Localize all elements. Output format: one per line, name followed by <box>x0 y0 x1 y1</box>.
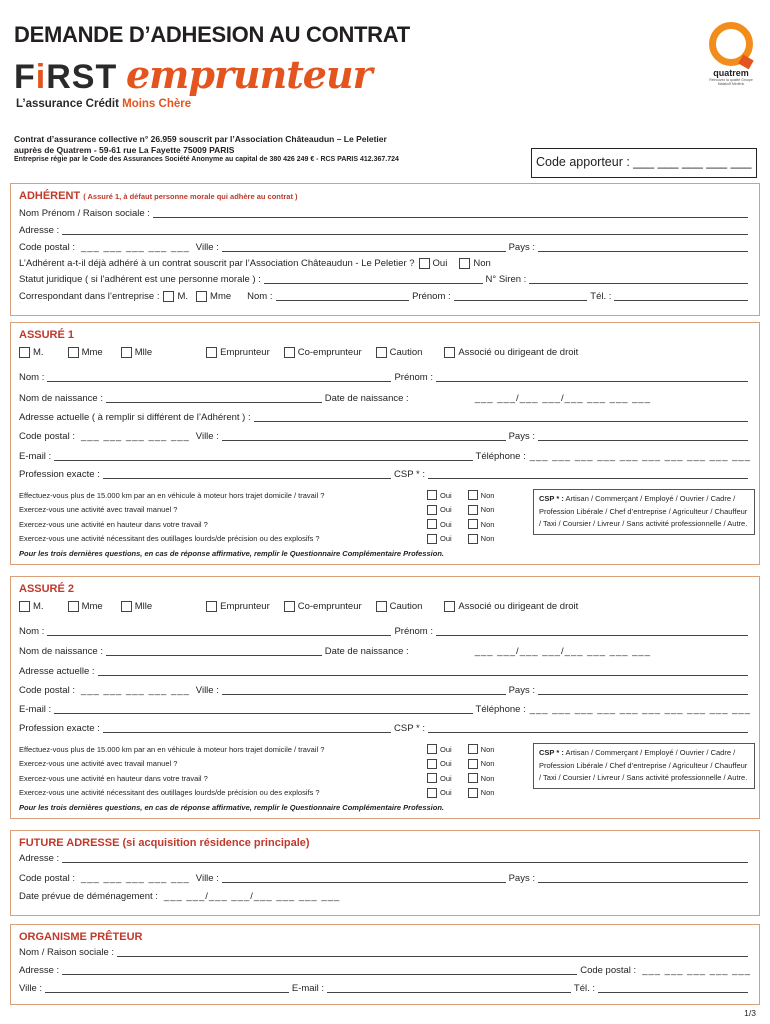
preteur-email-input[interactable] <box>327 983 571 993</box>
preteur-ville-input[interactable] <box>45 983 289 993</box>
non-checkbox[interactable] <box>468 519 478 529</box>
m-checkbox[interactable] <box>163 291 174 302</box>
mme-checkbox[interactable] <box>68 347 79 358</box>
non-checkbox[interactable] <box>468 490 478 500</box>
associe-checkbox[interactable] <box>444 601 455 612</box>
non-checkbox[interactable] <box>459 258 470 269</box>
page-number: 1/3 <box>744 1008 756 1018</box>
oui-checkbox[interactable] <box>427 519 437 529</box>
adresse-actuelle-input[interactable] <box>98 666 748 676</box>
ville-input[interactable] <box>222 242 506 252</box>
adresse-input[interactable] <box>62 225 748 235</box>
emprunteur-checkbox[interactable] <box>206 601 217 612</box>
assure1-section: ASSURÉ 1 M. Mme Mlle Emprunteur Co-emprunteur Caution Associé ou dirigeant de droit Nom : Prénom : Nom de naissance : Date de naissance : ___ ___/___ ___/___ ___ ___ ___ Adresse actuelle ( à remplir si différent de l’Adhérent ) : Code postal : ___ ___ ___ ___ ___ Ville : Pays : E-mail : Téléphone : ___ ___ ___ ___ ___ ___ ___ ___ ___ ___ Profession exacte : CSP * : Effectuez-vous plus de 15.000 km par an en véhicule à moteur hors trajet domicile / travail ? Exercez-vous une activité avec travail manuel ? Exercez-vous une activité en hauteur dans votre travail ? Exercez-vous une activité nécessitant des outillages lourds/de précision ou des explosifs ? Oui Non Oui Non Oui Non Oui Non CSP * : Artisan / Commerçant / Employé / Ouvrier / Cadre / Profession Libérale / Chef d’entreprise / Agriculteur / Chauffeur / Taxi / Coursier / Livreur / Sans activité professionnelle / Autre. Pour les trois dernières questions, en cas de réponse affirmative, remplir le Questionnaire Complémentaire Profession. <box>10 322 760 565</box>
nom-input[interactable] <box>47 372 391 382</box>
ville-input[interactable] <box>222 431 506 441</box>
future-adresse-section: FUTURE ADRESSE (si acquisition résidence principale) Adresse : Code postal : ___ ___ ___ ___ ___ Ville : Pays : Date prévue de déménagement : ___ ___/___ ___/___ ___ ___ ___ <box>10 830 760 916</box>
quatrem-logo: quatrem Retrouvez la qualité Groupe Malakoff Médéric <box>706 22 756 92</box>
corresp-prenom-input[interactable] <box>454 291 588 301</box>
mme-checkbox[interactable] <box>68 601 79 612</box>
email-input[interactable] <box>54 451 472 461</box>
non-checkbox[interactable] <box>468 505 478 515</box>
future-adresse-input[interactable] <box>62 853 748 863</box>
first-emprunteur-logo: FiRST emprunteur L’assurance Crédit Moins Chère <box>14 52 372 110</box>
co-emprunteur-checkbox[interactable] <box>284 347 295 358</box>
profession-input[interactable] <box>103 469 391 479</box>
caution-checkbox[interactable] <box>376 347 387 358</box>
oui-checkbox[interactable] <box>427 759 437 769</box>
section-title: FUTURE ADRESSE (si acquisition résidence principale) <box>19 837 310 849</box>
nom-naissance-input[interactable] <box>106 646 322 656</box>
note: Pour les trois dernières questions, en cas de réponse affirmative, remplir le Questionnaire Complémentaire Profession. <box>19 803 444 812</box>
associe-checkbox[interactable] <box>444 347 455 358</box>
document-title: DEMANDE D’ADHESION AU CONTRAT <box>14 22 410 47</box>
mlle-checkbox[interactable] <box>121 347 132 358</box>
non-checkbox[interactable] <box>468 744 478 754</box>
ville-input[interactable] <box>222 685 506 695</box>
csp-input[interactable] <box>428 723 748 733</box>
emprunteur-checkbox[interactable] <box>206 347 217 358</box>
preteur-nom-input[interactable] <box>117 947 748 957</box>
corresp-nom-input[interactable] <box>276 291 410 301</box>
organisme-preteur-section: ORGANISME PRÊTEUR Nom / Raison sociale : Adresse : Code postal : ___ ___ ___ ___ ___ Ville : E-mail : Tél. : <box>10 924 760 1005</box>
note: Pour les trois dernières questions, en cas de réponse affirmative, remplir le Questionnaire Complémentaire Profession. <box>19 549 444 558</box>
prenom-input[interactable] <box>436 626 748 636</box>
oui-checkbox[interactable] <box>427 490 437 500</box>
mme-checkbox[interactable] <box>196 291 207 302</box>
oui-checkbox[interactable] <box>427 534 437 544</box>
section-title: ASSURÉ 2 <box>19 583 75 595</box>
non-checkbox[interactable] <box>468 788 478 798</box>
nom-prenom-input[interactable] <box>153 208 748 218</box>
oui-checkbox[interactable] <box>419 258 430 269</box>
co-emprunteur-checkbox[interactable] <box>284 601 295 612</box>
nom-input[interactable] <box>47 626 391 636</box>
oui-checkbox[interactable] <box>427 505 437 515</box>
preteur-adresse-input[interactable] <box>62 965 577 975</box>
assure2-section: ASSURÉ 2 M. Mme Mlle Emprunteur Co-emprunteur Caution Associé ou dirigeant de droit Nom : Prénom : Nom de naissance : Date de naissance : ___ ___/___ ___/___ ___ ___ ___ Adresse actuelle : Code postal : ___ ___ ___ ___ ___ Ville : Pays : E-mail : Téléphone : ___ ___ ___ ___ ___ ___ ___ ___ ___ ___ Profession exacte : CSP * : Effectuez-vous plus de 15.000 km par an en véhicule à moteur hors trajet domicile / travail ? Exercez-vous une activité avec travail manuel ? Exercez-vous une activité en hauteur dans votre travail ? Exercez-vous une activité nécessitant des outillages lourds/de précision ou des explosifs ? Oui Non Oui Non Oui Non Oui Non CSP * : Artisan / Commerçant / Employé / Ouvrier / Cadre / Profession Libérale / Chef d’entreprise / Agriculteur / Chauffeur / Taxi / Coursier / Livreur / Sans activité professionnelle / Autre. Pour les trois dernières questions, en cas de réponse affirmative, remplir le Questionnaire Complémentaire Profession. <box>10 576 760 819</box>
nom-naissance-input[interactable] <box>106 393 322 403</box>
adresse-actuelle-input[interactable] <box>254 412 748 422</box>
contract-info: Contrat d’assurance collective n° 26.959 souscrit par l’Association Châteaudun – Le Peletier auprès de Quatrem - 59-61 rue La Fayette 75009 PARIS Entreprise régie par le Code des Assurances Société Anonyme au capital de 380 426 249 € - RCS PARIS 412.367.724 <box>14 134 399 163</box>
future-ville-input[interactable] <box>222 873 506 883</box>
future-pays-input[interactable] <box>538 873 748 883</box>
section-title: ASSURÉ 1 <box>19 329 75 341</box>
m-checkbox[interactable] <box>19 601 30 612</box>
caution-checkbox[interactable] <box>376 601 387 612</box>
m-checkbox[interactable] <box>19 347 30 358</box>
non-checkbox[interactable] <box>468 773 478 783</box>
oui-checkbox[interactable] <box>427 773 437 783</box>
csp-info-box: CSP * : Artisan / Commerçant / Employé / Ouvrier / Cadre / Profession Libérale / Chef d’entreprise / Agriculteur / Chauffeur / Taxi / Coursier / Livreur / Sans activité professionnelle / Autre. <box>533 489 755 535</box>
pays-input[interactable] <box>538 242 748 252</box>
code-apporteur-field[interactable]: Code apporteur : ___ ___ ___ ___ ___ <box>531 148 757 178</box>
questions-list: Effectuez-vous plus de 15.000 km par an en véhicule à moteur hors trajet domicile / travail ? Exercez-vous une activité avec travail manuel ? Exercez-vous une activité en hauteur dans votre travail ? Exercez-vous une activité nécessitant des outillages lourds/de précision ou des explosifs ? <box>19 744 325 798</box>
non-checkbox[interactable] <box>468 759 478 769</box>
oui-checkbox[interactable] <box>427 788 437 798</box>
non-checkbox[interactable] <box>468 534 478 544</box>
profession-input[interactable] <box>103 723 391 733</box>
corresp-tel-input[interactable] <box>614 291 748 301</box>
mlle-checkbox[interactable] <box>121 601 132 612</box>
pays-input[interactable] <box>538 431 748 441</box>
siren-input[interactable] <box>529 274 748 284</box>
pays-input[interactable] <box>538 685 748 695</box>
section-title: ORGANISME PRÊTEUR <box>19 931 143 943</box>
csp-info-box: CSP * : Artisan / Commerçant / Employé / Ouvrier / Cadre / Profession Libérale / Chef d’entreprise / Agriculteur / Chauffeur / Taxi / Coursier / Livreur / Sans activité professionnelle / Autre. <box>533 743 755 789</box>
preteur-tel-input[interactable] <box>598 983 748 993</box>
section-title: ADHÉRENT <box>19 190 81 202</box>
email-input[interactable] <box>54 704 472 714</box>
prenom-input[interactable] <box>436 372 748 382</box>
statut-input[interactable] <box>264 274 483 284</box>
questions-list: Effectuez-vous plus de 15.000 km par an en véhicule à moteur hors trajet domicile / travail ? Exercez-vous une activité avec travail manuel ? Exercez-vous une activité en hauteur dans votre travail ? Exercez-vous une activité nécessitant des outillages lourds/de précision ou des explosifs ? <box>19 490 325 544</box>
csp-input[interactable] <box>428 469 748 479</box>
adherent-section: ADHÉRENT ( Assuré 1, à défaut personne morale qui adhère au contrat ) Nom Prénom / Raison sociale : Adresse : Code postal : ___ ___ ___ ___ ___ Ville : Pays : L’Adhérent a-t-il déjà adhéré à un contrat souscrit par l’Association Châteaudun - Le Peletier ? Oui Non Statut juridique ( si l’adhérent est une personne morale ) : N° Siren : Correspondant dans l’entreprise : M. Mme Nom : Prénom : Tél. : <box>10 183 760 316</box>
oui-checkbox[interactable] <box>427 744 437 754</box>
